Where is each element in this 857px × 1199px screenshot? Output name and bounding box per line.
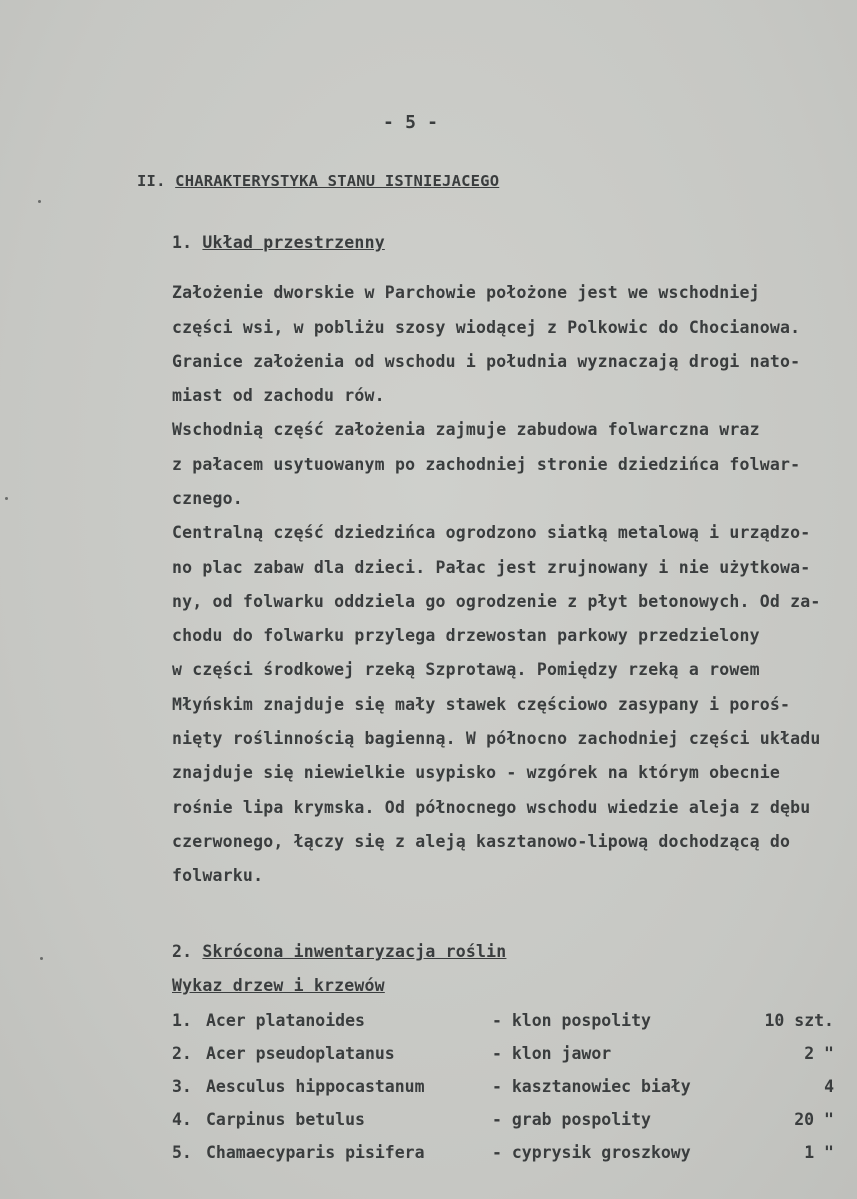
subsection-number: 2. [172,942,193,961]
item-number: 2. [172,1044,192,1063]
text-line: rośnie lipa krymska. Od północnego wschodu wiedzie aleja z dębu [172,798,811,817]
text-line: no plac zabaw dla dzieci. Pałac jest zrujnowany i nie użytkowa- [172,558,811,577]
text-line: folwarku. [172,866,264,885]
polish-name: - grab pospolity [492,1110,651,1129]
section-title: CHARAKTERYSTYKA STANU ISTNIEJACEGO [175,172,500,190]
item-number: 4. [172,1110,192,1129]
text-line: czerwonego, łączy się z aleją kasztanowo-lipową dochodzącą do [172,832,791,851]
latin-name: Carpinus betulus [206,1110,365,1129]
item-count: 10 szt. [764,1011,834,1030]
subsection-number: 1. [172,233,193,252]
paper-speck [40,957,43,960]
subsection-title: Skrócona inwentaryzacja roślin [202,942,507,961]
item-count: 1 " [804,1143,834,1162]
paper-speck [5,497,8,500]
latin-name: Acer pseudoplatanus [206,1044,395,1063]
latin-name: Chamaecyparis pisifera [206,1143,425,1162]
tree-list-item [172,1110,842,1134]
item-number: 3. [172,1077,192,1096]
tree-list-item [172,1011,842,1035]
item-number: 5. [172,1143,192,1162]
text-line: w części środkowej rzeką Szprotawą. Pomiędzy rzeką a rowem [172,660,760,679]
tree-list-item [172,1077,842,1101]
text-line: Centralną część dziedzińca ogrodzono siatką metalową i urządzo- [172,523,811,542]
latin-name: Aesculus hippocastanum [206,1077,425,1096]
text-line: miast od zachodu rów. [172,386,385,405]
text-line: ny, od folwarku oddziela go ogrodzenie z płyt betonowych. Od za- [172,592,821,611]
item-count: 4 [824,1077,834,1096]
page-number: - 5 - [383,112,439,133]
text-line: Założenie dworskie w Parchowie położone jest we wschodniej [172,283,760,302]
subsection-title: Układ przestrzenny [202,233,385,252]
text-line: nięty roślinnością bagienną. W północno zachodniej części układu [172,729,821,748]
section-number: II. [137,172,166,190]
text-line: chodu do folwarku przylega drzewostan parkowy przedzielony [172,626,760,645]
section-heading [137,172,499,190]
item-count: 2 " [804,1044,834,1063]
tree-list-item [172,1044,842,1068]
item-count: 20 " [794,1110,834,1129]
polish-name: - klon pospolity [492,1011,651,1030]
text-line: z pałacem usytuowanym po zachodniej stronie dziedzińca folwar- [172,455,801,474]
latin-name: Acer platanoides [206,1011,365,1030]
subsection-heading-2 [172,942,506,961]
paper-speck [38,200,41,203]
text-line: znajduje się niewielkie usypisko - wzgórek na którym obecnie [172,763,781,782]
polish-name: - cyprysik groszkowy [492,1143,691,1162]
polish-name: - klon jawor [492,1044,612,1063]
text-line: części wsi, w pobliżu szosy wiodącej z Polkowic do Chocianowa. [172,318,801,337]
tree-list-item [172,1143,842,1167]
subsection-heading-1 [172,233,385,252]
polish-name: - kasztanowiec biały [492,1077,691,1096]
text-line: Granice założenia od wschodu i południa wyznaczają drogi nato- [172,352,801,371]
list-title: Wykaz drzew i krzewów [172,976,385,995]
text-line: Młyńskim znajduje się mały stawek częściowo zasypany i poroś- [172,695,791,714]
text-line: cznego. [172,489,243,508]
item-number: 1. [172,1011,192,1030]
text-line: Wschodnią część założenia zajmuje zabudowa folwarczna wraz [172,420,760,439]
